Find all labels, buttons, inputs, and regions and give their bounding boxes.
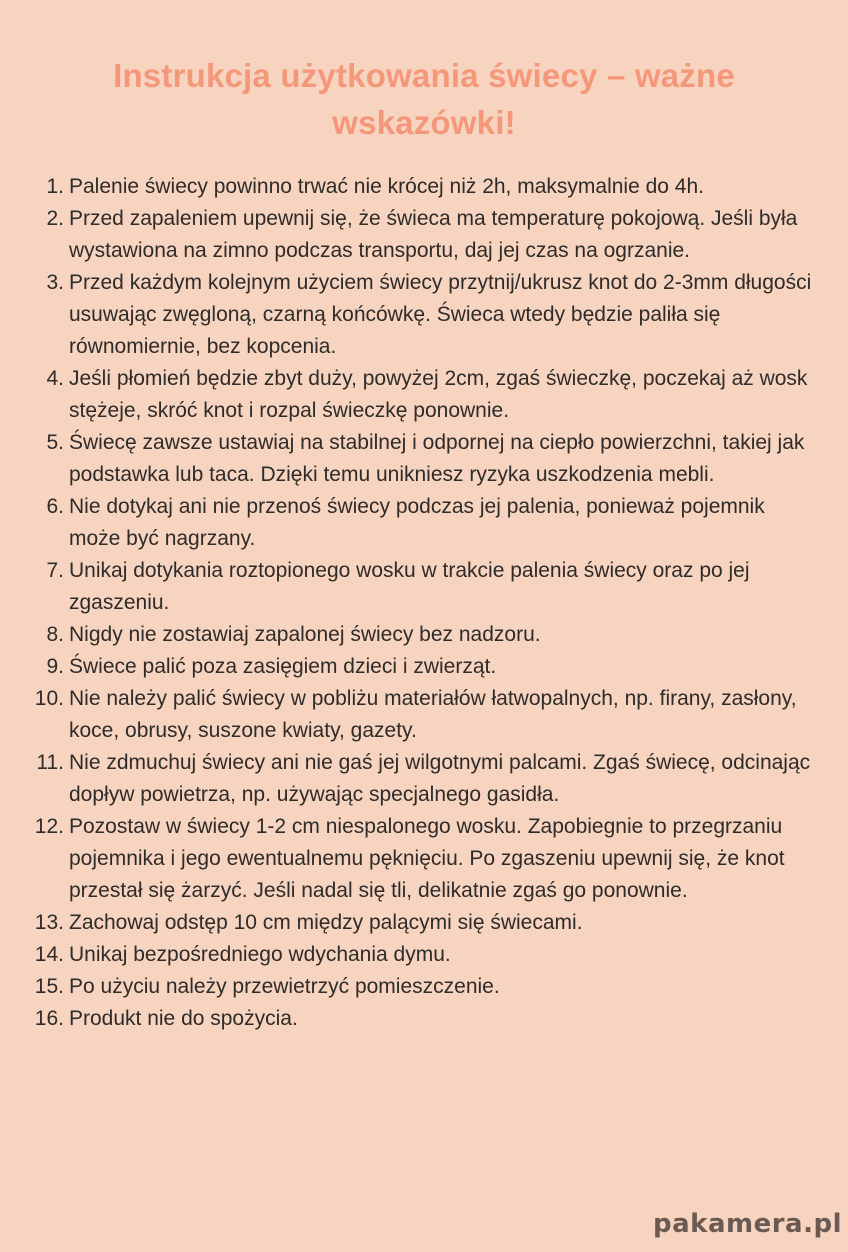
item-number: 14. (34, 943, 64, 966)
instructions-list (28, 171, 814, 1035)
item-text: Nie zdmuchuj świecy ani nie gaś jej wilgotnymi palcami. Zgaś świecę, odcinając dopływ powietrza, np. używając specjalnego gasidła. (69, 751, 811, 806)
item-number: 6. (46, 495, 64, 518)
item-number: 7. (46, 559, 64, 582)
list-item (28, 427, 814, 491)
item-number: 5. (46, 431, 64, 454)
watermark-pakamera: pakamera.pl (653, 1209, 842, 1239)
item-text: Nie dotykaj ani nie przenoś świecy podczas jej palenia, ponieważ pojemnik może być nagrzany. (69, 495, 765, 550)
list-item (28, 619, 814, 651)
list-item (28, 491, 814, 555)
item-text: Przed zapaleniem upewnij się, że świeca ma temperaturę pokojową. Jeśli była wystawiona na zimno podczas transportu, daj jej czas na ogrzanie. (69, 207, 798, 262)
list-item (28, 811, 814, 907)
instruction-card (0, 52, 848, 1252)
item-text: Unikaj dotykania roztopionego wosku w trakcie palenia świecy oraz po jej zgaszeniu. (69, 559, 750, 614)
list-item (28, 1003, 814, 1035)
item-number: 8. (46, 623, 64, 646)
item-number: 2. (46, 207, 64, 230)
item-text: Produkt nie do spożycia. (69, 1007, 298, 1030)
list-item (28, 267, 814, 363)
item-number: 3. (46, 271, 64, 294)
item-number: 13. (34, 911, 64, 934)
item-text: Pozostaw w świecy 1-2 cm niespalonego wosku. Zapobiegnie to przegrzaniu pojemnika i jego ewentualnemu pęknięciu. Po zgaszeniu upewnij się, że knot przestał się żarzyć. Jeśli nadal się tli, delikatnie zgaś go ponownie. (69, 815, 785, 902)
list-item (28, 651, 814, 683)
list-item (28, 171, 814, 203)
list-item (28, 363, 814, 427)
page-title (0, 52, 848, 146)
item-text: Zachowaj odstęp 10 cm między palącymi się świecami. (69, 911, 583, 934)
page-title-line2: wskazówki! (332, 104, 516, 141)
item-number: 9. (46, 655, 64, 678)
list-item (28, 939, 814, 971)
list-item (28, 907, 814, 939)
list-item (28, 747, 814, 811)
item-number: 15. (34, 975, 64, 998)
list-item (28, 683, 814, 747)
item-number: 11. (36, 751, 64, 774)
list-item (28, 203, 814, 267)
item-number: 10. (34, 687, 64, 710)
item-text: Palenie świecy powinno trwać nie krócej niż 2h, maksymalnie do 4h. (69, 175, 704, 198)
item-text: Po użyciu należy przewietrzyć pomieszczenie. (69, 975, 500, 998)
list-item (28, 555, 814, 619)
item-text: Nigdy nie zostawiaj zapalonej świecy bez nadzoru. (69, 623, 541, 646)
item-number: 4. (46, 367, 64, 390)
item-text: Przed każdym kolejnym użyciem świecy przytnij/ukrusz knot do 2-3mm długości usuwając zwęgloną, czarną końcówkę. Świeca wtedy będzie paliła się równomiernie, bez kopcenia. (69, 271, 812, 358)
page-title-line1: Instrukcja użytkowania świecy – ważne (113, 57, 735, 94)
item-number: 12. (34, 815, 64, 838)
item-text: Świecę zawsze ustawiaj na stabilnej i odpornej na ciepło powierzchni, takiej jak podstawka lub taca. Dzięki temu unikniesz ryzyka uszkodzenia mebli. (69, 431, 805, 486)
item-text: Unikaj bezpośredniego wdychania dymu. (69, 943, 451, 966)
item-number: 1. (46, 175, 64, 198)
item-text: Jeśli płomień będzie zbyt duży, powyżej 2cm, zgaś świeczkę, poczekaj aż wosk stężeje, skróć knot i rozpal świeczkę ponownie. (69, 367, 808, 422)
item-number: 16. (34, 1007, 64, 1030)
item-text: Nie należy palić świecy w pobliżu materiałów łatwopalnych, np. firany, zasłony, koce, obrusy, suszone kwiaty, gazety. (69, 687, 797, 742)
list-item (28, 971, 814, 1003)
item-text: Świece palić poza zasięgiem dzieci i zwierząt. (69, 655, 497, 678)
